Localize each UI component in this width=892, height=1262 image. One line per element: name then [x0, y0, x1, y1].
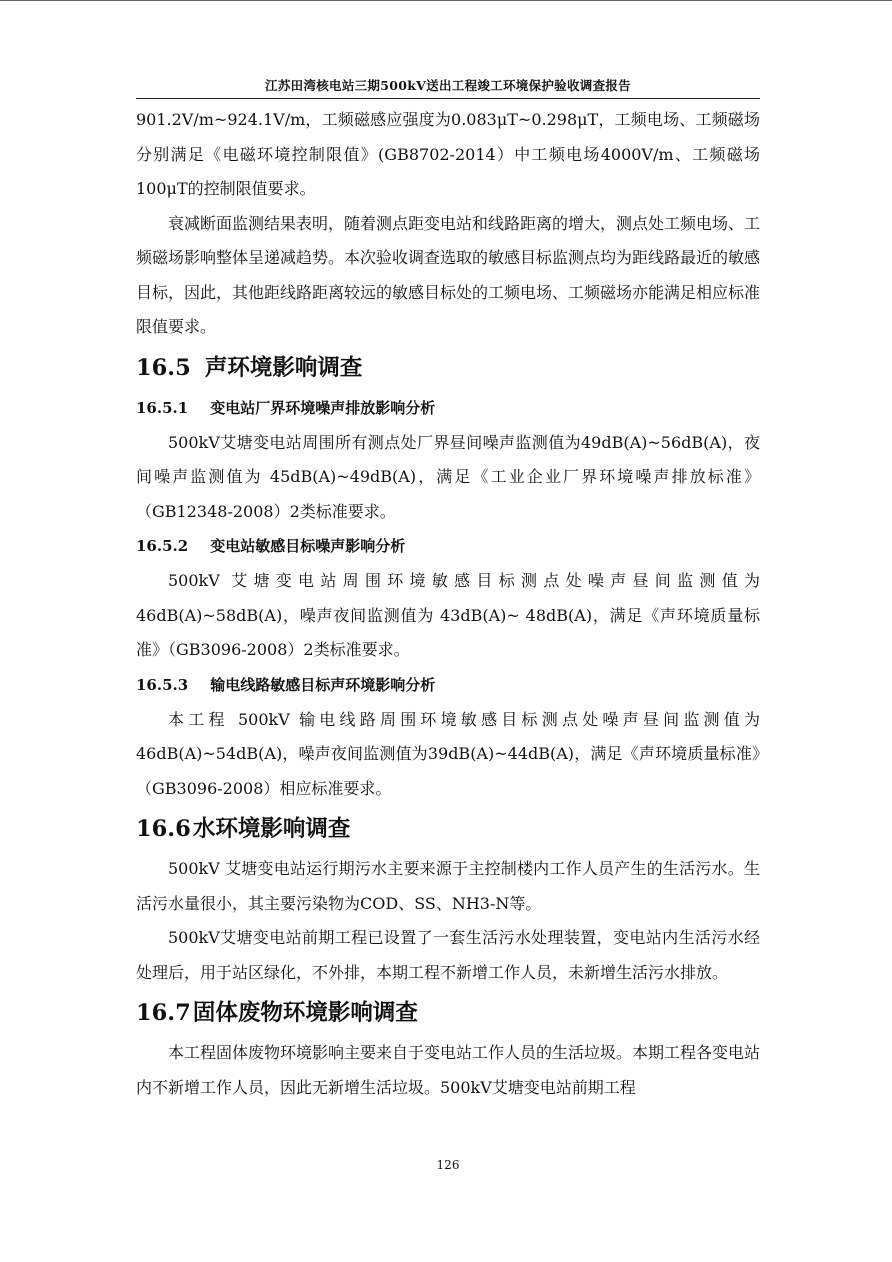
- section-heading-16-5: [136, 345, 760, 391]
- subsection-heading-16-5-3: [136, 668, 760, 703]
- subsection-heading-16-5-2: [136, 529, 760, 564]
- paragraph-line-sensitive-noise: 本工程 500kV 输电线路周围环境敏感目标测点处噪声昼间监测值为46dB(A)~54dB(A)，噪声夜间监测值为39dB(A)~44dB(A)，满足《声环境质量标准》（GB3096-2008）相应标准要求。: [136, 709, 760, 798]
- subsection-title: 变电站敏感目标噪声影响分析: [210, 537, 406, 555]
- paragraph-solid-waste: 本工程固体废物环境影响主要来自于变电站工作人员的生活垃圾。本期工程各变电站内不新增工作人员，因此无新增生活垃圾。500kV艾塘变电站前期工程: [136, 1043, 761, 1097]
- section-heading-16-7: [136, 990, 760, 1036]
- section-number: 16.5: [136, 354, 191, 381]
- paragraph-substation-sensitive-noise: 500kV 艾塘变电站周围环境敏感目标测点处噪声昼间监测值为 46dB(A)~58dB(A)，噪声夜间监测值为 43dB(A)~ 48dB(A)，满足《声环境质量标准》（GB3096-2008）2类标准要求。: [136, 571, 760, 659]
- paragraph-emf-limits: 901.2V/m~924.1V/m，工频磁感应强度为0.083μT~0.298μT，工频电场、工频磁场分别满足《电磁环境控制限值》(GB8702-2014）中工频电场4000V/m、工频磁场100μT的控制限值要求。: [136, 110, 760, 198]
- subsection-title: 输电线路敏感目标声环境影响分析: [210, 675, 436, 694]
- document-body: [136, 103, 760, 1105]
- paragraph-boundary-noise: 500kV艾塘变电站周围所有测点处厂界昼间噪声监测值为49dB(A)~56dB(A)，夜间噪声监测值为 45dB(A)~49dB(A)，满足《工业企业厂界环境噪声排放标准》（GB12348-2008）2类标准要求。: [136, 432, 760, 521]
- section-number: 16.6: [136, 816, 191, 842]
- running-header: 江苏田湾核电站三期500kV送出工程竣工环境保护验收调查报告: [265, 78, 631, 93]
- subsection-number: 16.5.2: [136, 537, 189, 555]
- paragraph-wastewater-treatment: 500kV艾塘变电站前期工程已设置了一套生活污水处理装置，变电站内生活污水经处理后，用于站区绿化，不外排，本期工程不新增工作人员，未新增生活污水排放。: [136, 928, 760, 982]
- section-title: 声环境影响调查: [204, 354, 363, 381]
- page-number: 126: [436, 1158, 460, 1172]
- section-title: 水环境影响调查: [192, 816, 351, 842]
- paragraph-attenuation: 衰减断面监测结果表明，随着测点距变电站和线路距离的增大，测点处工频电场、工频磁场影响整体呈递减趋势。本次验收调查选取的敏感目标监测点均为距线路最近的敏感目标，因此，其他距线路距离较远的敏感目标处的工频电场、工频磁场亦能满足相应标准限值要求。: [136, 213, 761, 336]
- subsection-number: 16.5.3: [136, 675, 189, 694]
- paragraph-wastewater-source: 500kV 艾塘变电站运行期污水主要来源于主控制楼内工作人员产生的生活污水。生活污水量很小，其主要污染物为COD、SS、NH3-N等。: [136, 859, 760, 913]
- page-top-border: [0, 0, 892, 1]
- subsection-number: 16.5.1: [136, 398, 189, 417]
- subsection-heading-16-5-1: [136, 391, 760, 426]
- subsection-title: 变电站厂界环境噪声排放影响分析: [210, 398, 436, 417]
- section-heading-16-6: [136, 806, 760, 852]
- section-title: 固体废物环境影响调查: [192, 1000, 418, 1026]
- header-rule: [136, 98, 760, 99]
- section-number: 16.7: [136, 1000, 191, 1026]
